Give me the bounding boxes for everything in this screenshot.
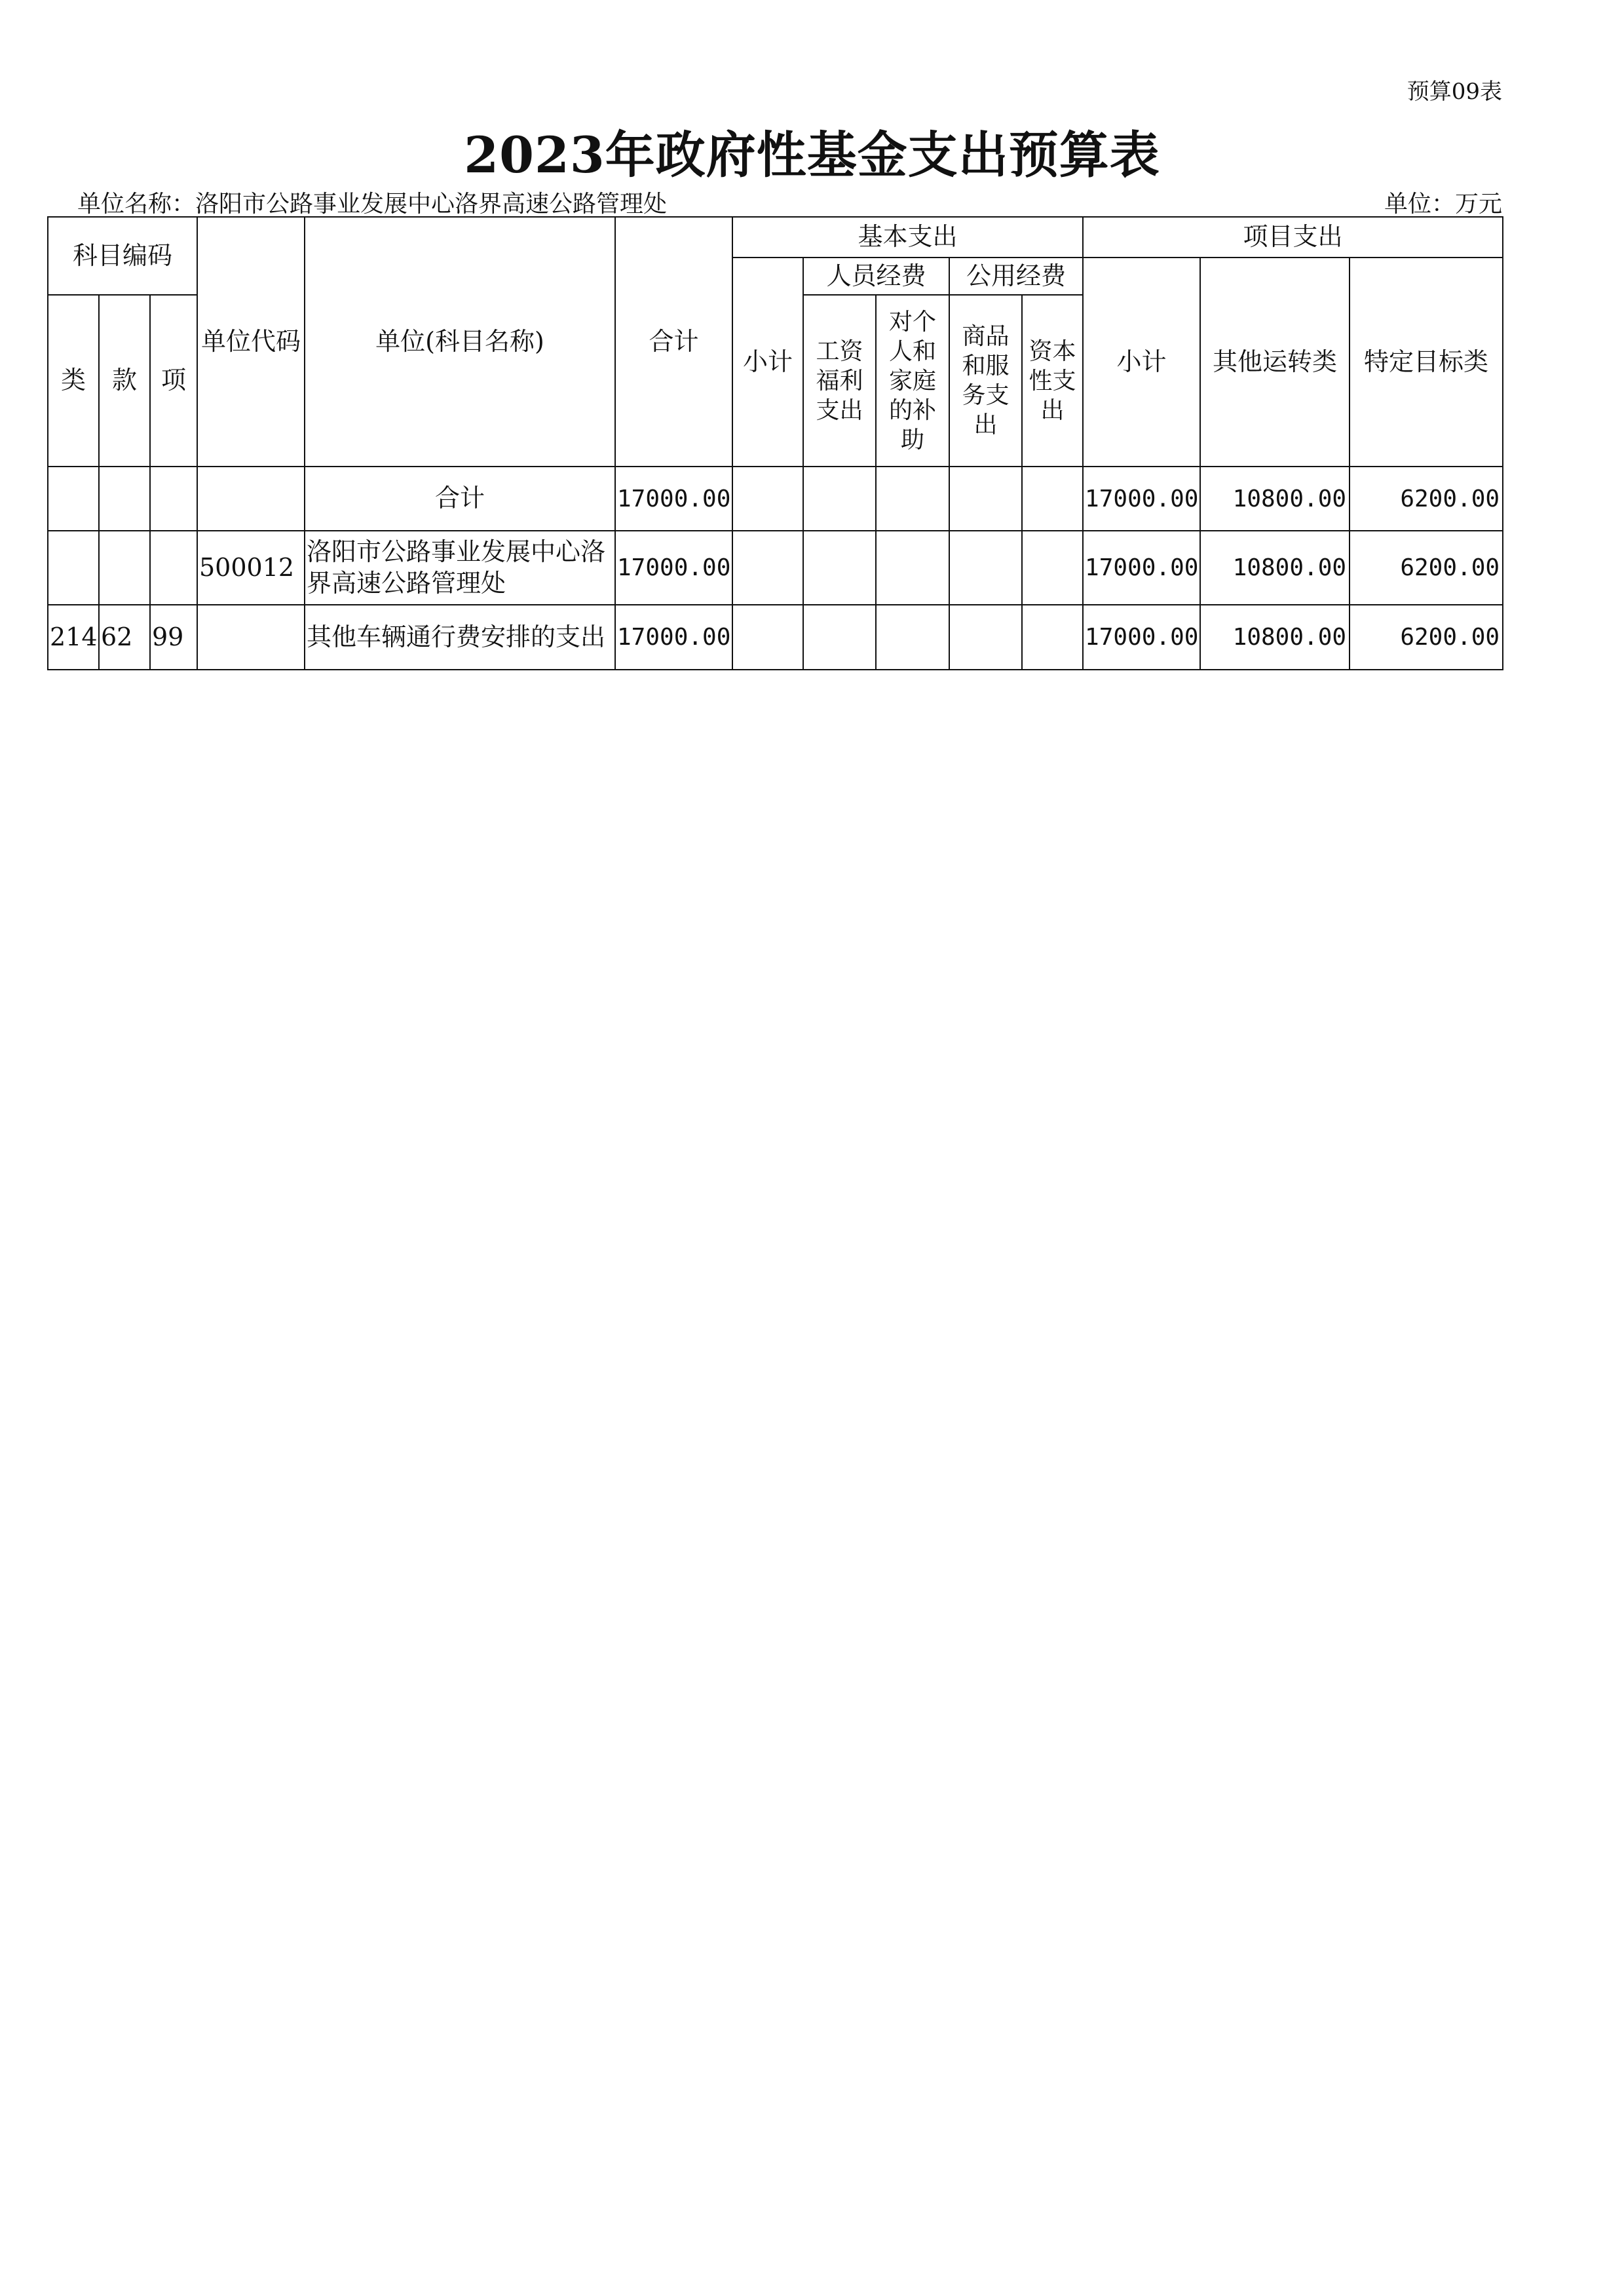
cell-xiang: 99 [150, 605, 197, 670]
cell-capital [1022, 531, 1083, 605]
header-project-subtotal: 小计 [1083, 258, 1200, 467]
header-specific-target: 特定目标类 [1350, 258, 1503, 467]
header-total: 合计 [615, 217, 732, 467]
cell-lei [48, 531, 99, 605]
cell-total: 17000.00 [615, 605, 732, 670]
table-row [48, 467, 1503, 531]
cell-subsidy [876, 605, 949, 670]
cell-basic-subtotal [732, 605, 803, 670]
cell-capital [1022, 467, 1083, 531]
cell-total: 17000.00 [615, 531, 732, 605]
cell-name: 洛阳市公路事业发展中心洛界高速公路管理处 [305, 531, 615, 605]
header-public: 公用经费 [949, 258, 1083, 295]
cell-specific-target: 6200.00 [1350, 605, 1503, 670]
header-wage-welfare: 工资福利支出 [803, 295, 876, 467]
cell-kuan [99, 531, 150, 605]
cell-unit-code [197, 467, 305, 531]
cell-unit-code: 500012 [197, 531, 305, 605]
form-number: 预算09表 [1407, 79, 1502, 105]
org-name-label: 单位名称：洛阳市公路事业发展中心洛界高速公路管理处 [77, 191, 668, 218]
cell-total: 17000.00 [615, 467, 732, 531]
cell-capital [1022, 605, 1083, 670]
cell-basic-subtotal [732, 531, 803, 605]
header-basic-subtotal: 小计 [732, 258, 803, 467]
header-project-expense: 项目支出 [1083, 217, 1503, 258]
cell-goods [949, 605, 1022, 670]
cell-subsidy [876, 531, 949, 605]
header-unit-name: 单位(科目名称) [305, 217, 615, 467]
header-basic-expense: 基本支出 [732, 217, 1083, 258]
cell-project-subtotal: 17000.00 [1083, 531, 1200, 605]
cell-wage [803, 467, 876, 531]
cell-project-subtotal: 17000.00 [1083, 467, 1200, 531]
header-capital: 资本性支出 [1022, 295, 1083, 467]
cell-wage [803, 605, 876, 670]
cell-goods [949, 531, 1022, 605]
header-goods-services: 商品和服务支出 [949, 295, 1022, 467]
header-other-operation: 其他运转类 [1200, 258, 1350, 467]
header-kuan: 款 [99, 295, 150, 467]
header-personnel: 人员经费 [803, 258, 949, 295]
cell-lei: 214 [48, 605, 99, 670]
cell-name: 合计 [305, 467, 615, 531]
header-unit-code: 单位代码 [197, 217, 305, 467]
budget-table [47, 216, 1503, 670]
table-row [48, 531, 1503, 605]
table-row [48, 605, 1503, 670]
header-lei: 类 [48, 295, 99, 467]
cell-project-subtotal: 17000.00 [1083, 605, 1200, 670]
cell-other-operation: 10800.00 [1200, 605, 1350, 670]
cell-name: 其他车辆通行费安排的支出 [305, 605, 615, 670]
cell-specific-target: 6200.00 [1350, 467, 1503, 531]
unit-label: 单位：万元 [1384, 191, 1502, 218]
cell-basic-subtotal [732, 467, 803, 531]
cell-other-operation: 10800.00 [1200, 467, 1350, 531]
page-title: 2023年政府性基金支出预算表 [464, 126, 1160, 184]
cell-kuan [99, 467, 150, 531]
header-xiang: 项 [150, 295, 197, 467]
cell-unit-code [197, 605, 305, 670]
cell-wage [803, 531, 876, 605]
cell-subsidy [876, 467, 949, 531]
cell-xiang [150, 467, 197, 531]
cell-specific-target: 6200.00 [1350, 531, 1503, 605]
cell-lei [48, 467, 99, 531]
cell-goods [949, 467, 1022, 531]
cell-kuan: 62 [99, 605, 150, 670]
header-subject-code: 科目编码 [48, 217, 197, 295]
cell-other-operation: 10800.00 [1200, 531, 1350, 605]
cell-xiang [150, 531, 197, 605]
header-subsidy: 对个人和家庭的补助 [876, 295, 949, 467]
